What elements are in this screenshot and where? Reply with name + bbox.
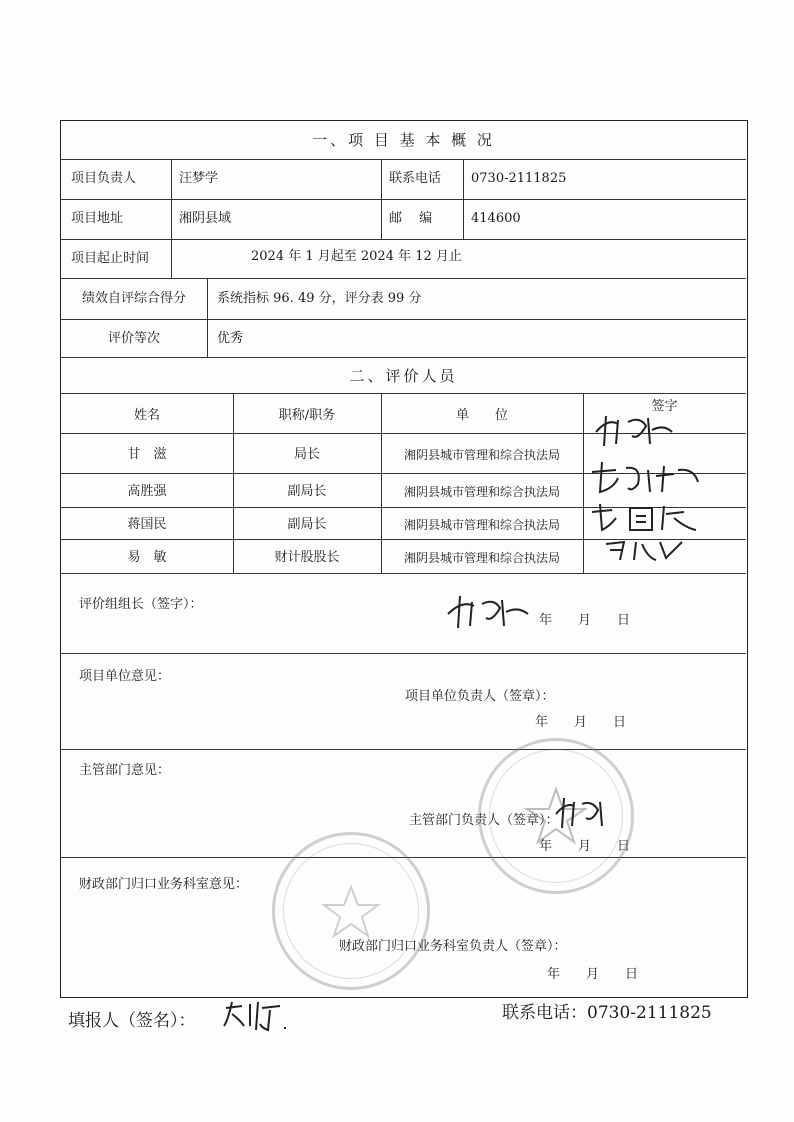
- contact-phone: 联系电话：0730-2111825: [502, 1003, 712, 1023]
- score-value: 系统指标 96. 49 分，评分表 99 分: [217, 291, 422, 306]
- seal-star-icon: [275, 835, 427, 987]
- filler-label: 填报人（签名）：: [68, 1011, 196, 1031]
- finance-opinion-date: 年 月 日: [547, 967, 639, 982]
- person-name: 甘 滋: [127, 447, 167, 462]
- header-position: 职称/职务: [278, 408, 336, 423]
- address-value: 湘阴县域: [179, 211, 232, 226]
- signature-yi: [600, 534, 690, 564]
- postcode-label: 邮 编: [389, 211, 433, 226]
- manager-value: 汪梦学: [179, 171, 219, 186]
- person-position: 副局长: [287, 484, 327, 499]
- header-unit: 单 位: [455, 408, 508, 423]
- finance-opinion-label: 财政部门归口业务科室意见：: [79, 877, 249, 892]
- unit-opinion-date: 年 月 日: [535, 715, 627, 730]
- person-unit: 湘阴县城市管理和综合执法局: [403, 448, 560, 462]
- person-unit: 湘阴县城市管理和综合执法局: [403, 485, 560, 499]
- period-label: 项目起止时间: [71, 251, 150, 266]
- person-name: 蒋国民: [127, 517, 167, 532]
- dept-opinion-signer: 主管部门负责人（签章）：: [409, 813, 559, 828]
- unit-opinion-signer: 项目单位负责人（签章）：: [405, 689, 555, 704]
- person-unit: 湘阴县城市管理和综合执法局: [403, 518, 560, 532]
- person-name: 高胜强: [127, 484, 167, 499]
- person-position: 副局长: [287, 517, 327, 532]
- person-position: 财计股股长: [274, 550, 340, 565]
- phone-value: 0730-2111825: [471, 171, 567, 186]
- signature-jiang: [586, 500, 706, 536]
- manager-label: 项目负责人: [71, 171, 137, 186]
- leader-date: 年 月 日: [539, 613, 631, 628]
- person-unit: 湘阴县城市管理和综合执法局: [403, 551, 560, 565]
- address-label: 项目地址: [71, 211, 124, 226]
- section-2-title: 二、评价人员: [349, 367, 458, 385]
- score-label: 绩效自评综合得分: [81, 291, 186, 306]
- postcode-value: 414600: [471, 211, 521, 226]
- section-1-title: 一、项 目 基 本 概 况: [312, 131, 495, 149]
- finance-opinion-signer: 财政部门归口业务科室负责人（签章）：: [339, 939, 567, 954]
- dept-opinion-label: 主管部门意见：: [79, 763, 171, 778]
- signature-gan: [588, 410, 678, 450]
- header-name: 姓名: [133, 408, 160, 423]
- signature-leader: [444, 592, 534, 632]
- period-value: 2024 年 1 月起至 2024 年 12 月止: [251, 249, 462, 264]
- grade-value: 优秀: [217, 331, 244, 346]
- signature-gao: [586, 458, 706, 498]
- signature-dept: [552, 794, 612, 834]
- signature-filler: [222, 998, 292, 1034]
- unit-opinion-label: 项目单位意见：: [79, 669, 171, 684]
- header-signature: 签字: [651, 399, 678, 414]
- leader-label: 评价组组长（签字）：: [79, 597, 203, 612]
- grade-label: 评价等次: [107, 331, 160, 346]
- phone-label: 联系电话: [389, 171, 442, 186]
- person-position: 局长: [293, 447, 320, 462]
- finance-seal: [272, 832, 430, 990]
- person-name: 易 敏: [127, 550, 167, 565]
- dept-opinion-date: 年 月 日: [539, 839, 631, 854]
